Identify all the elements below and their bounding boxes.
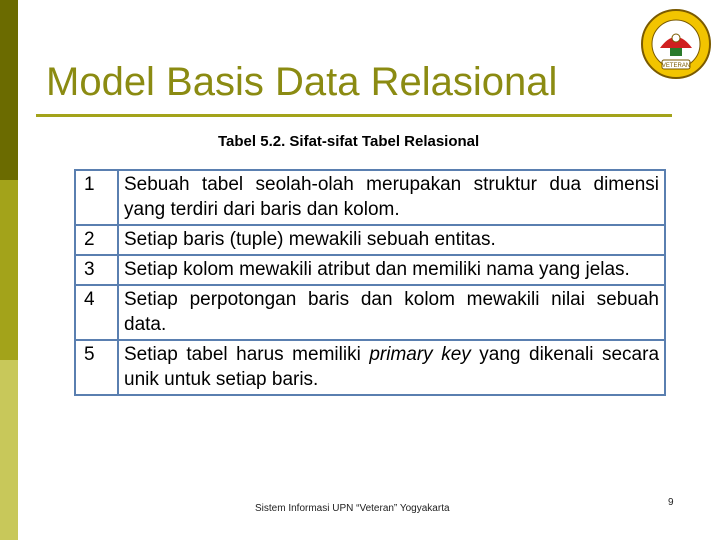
table-row bbox=[75, 170, 665, 225]
page-number: 9 bbox=[668, 497, 674, 508]
row-number: 5 bbox=[75, 340, 118, 395]
footer-text: Sistem Informasi UPN “Veteran” Yogyakarta bbox=[255, 503, 450, 514]
table-row bbox=[75, 255, 665, 285]
table-row bbox=[75, 285, 665, 340]
table-row bbox=[75, 340, 665, 395]
title-divider bbox=[36, 114, 672, 117]
row-text-primary-key: primary key bbox=[369, 344, 471, 365]
row-text: Setiap baris (tuple) mewakili sebuah entitas. bbox=[118, 225, 665, 255]
side-bar-top bbox=[0, 0, 18, 180]
row-number: 1 bbox=[75, 170, 118, 225]
logo-label: VETERAN bbox=[661, 63, 691, 69]
table-caption: Tabel 5.2. Sifat-sifat Tabel Relasional bbox=[218, 133, 480, 150]
row-text: Setiap perpotongan baris dan kolom mewakili nilai sebuah data. bbox=[118, 285, 665, 340]
slide-title: Model Basis Data Relasional bbox=[46, 60, 558, 104]
side-bar-bottom bbox=[0, 360, 18, 540]
row-text: Sebuah tabel seolah-olah merupakan struktur dua dimensi yang terdiri dari baris dan kolom. bbox=[118, 170, 665, 225]
row-text-after: yang dikenali secara unik untuk setiap baris. bbox=[124, 344, 660, 390]
row-text bbox=[118, 340, 665, 395]
row-number: 3 bbox=[75, 255, 118, 285]
row-text: Setiap kolom mewakili atribut dan memiliki nama yang jelas. bbox=[118, 255, 665, 285]
side-bar-middle bbox=[0, 180, 18, 360]
row-number: 2 bbox=[75, 225, 118, 255]
properties-table bbox=[74, 169, 666, 396]
row-text-before: Setiap tabel harus memiliki bbox=[124, 344, 370, 365]
row-number: 4 bbox=[75, 285, 118, 340]
university-logo-icon bbox=[640, 8, 712, 80]
table-row bbox=[75, 225, 665, 255]
